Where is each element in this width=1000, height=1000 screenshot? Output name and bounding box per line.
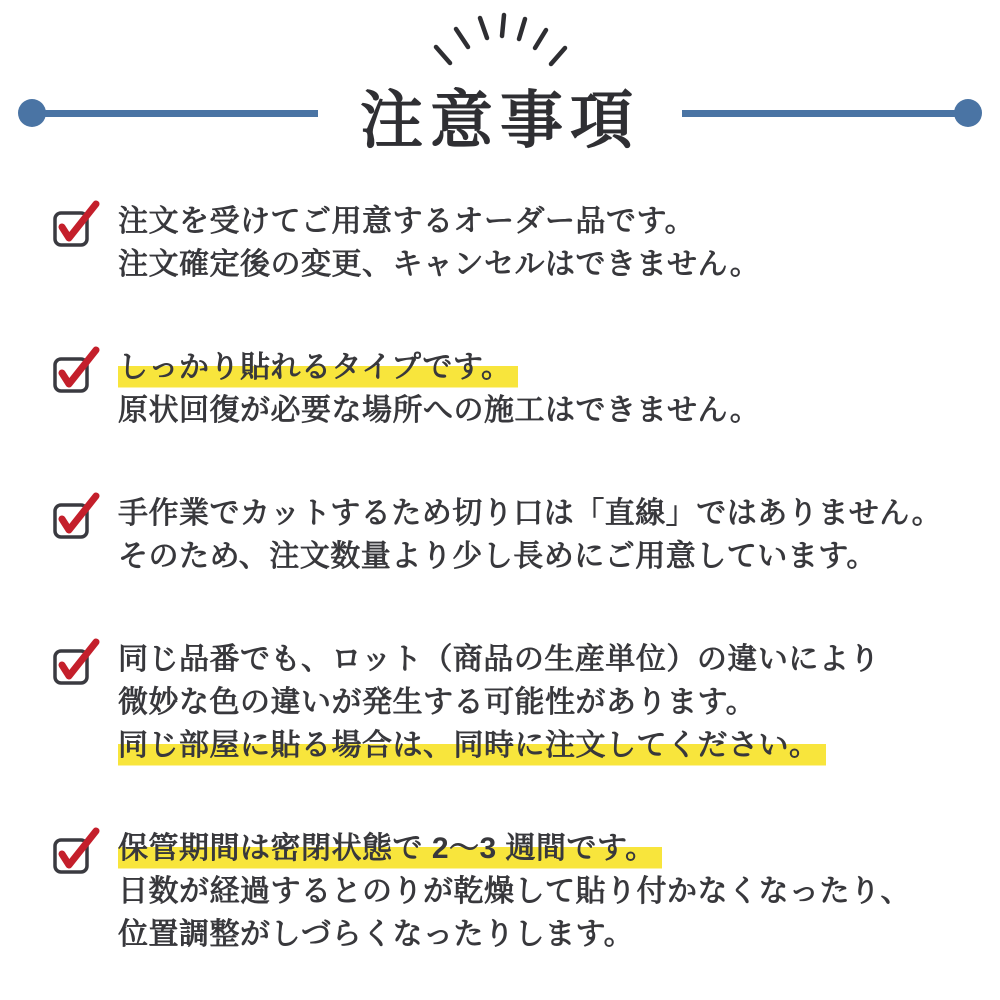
list-item [52,200,1000,286]
red-checkmark-checkbox-icon [52,200,102,248]
right-rule-line [682,110,958,117]
right-rule-dot [954,99,982,127]
item-line: しっかり貼れるタイプです。 [118,346,760,389]
item-text [118,827,911,956]
item-line: 注文確定後の変更、キャンセルはできません。 [118,248,761,281]
item-line: 注文を受けてご用意するオーダー品です。 [118,205,696,238]
item-text [118,638,880,767]
left-rule [18,99,318,127]
item-line: 同じ部屋に貼る場合は、同時に注文してください。 [118,724,880,767]
list-item [52,492,1000,578]
red-checkmark-checkbox-icon [52,492,102,540]
notice-list [0,200,1000,956]
list-item [52,346,1000,432]
item-line: そのため、注文数量より少し長めにご用意しています。 [118,540,877,573]
item-line: 原状回復が必要な場所への施工はできません。 [118,394,761,427]
left-rule-line [42,110,318,117]
list-item [52,638,1000,767]
item-line: 保管期間は密閉状態で 2〜3 週間です。 [118,827,911,870]
red-checkmark-checkbox-icon [52,638,102,686]
item-text [118,200,760,286]
red-checkmark-checkbox-icon [52,346,102,394]
item-line: 手作業でカットするため切り口は「直線」ではありません。 [118,497,943,530]
item-line: 位置調整がしづらくなったりします。 [118,918,635,951]
item-line: 微妙な色の違いが発生する可能性があります。 [118,686,757,719]
red-checkmark-checkbox-icon [52,827,102,875]
item-text [118,492,942,578]
right-rule [682,99,982,127]
list-item [52,827,1000,956]
item-line: 日数が経過するとのりが乾燥して貼り付かなくなったり、 [118,875,911,908]
item-line: 同じ品番でも、ロット（商品の生産単位）の違いにより [118,643,880,676]
page-title: 注意事項 [360,85,640,156]
item-text [118,346,760,432]
header [0,0,1000,170]
